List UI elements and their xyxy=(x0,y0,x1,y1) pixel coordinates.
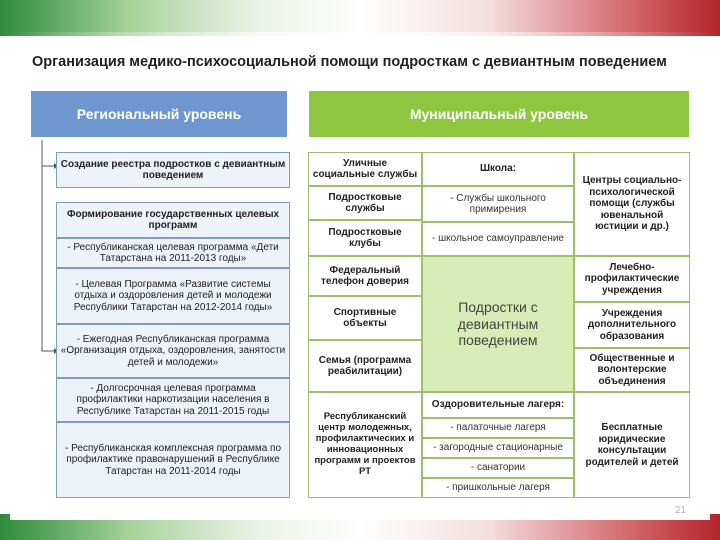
slide xyxy=(10,40,710,520)
slide-title: Организация медико-психосоциальной помощи подросткам с девиантным поведением xyxy=(32,54,667,70)
program-item: - Республиканская целевая программа «Дети Татарстана на 2011-2013 годы» xyxy=(56,238,290,268)
federal-hotline: Федеральный телефон доверия xyxy=(308,256,422,296)
page-number: 21 xyxy=(674,505,686,516)
program-item: - Целевая Программа «Развитие системы отдыха и оздоровления детей и молодежи Республики Татарстан на 2012-2014 годы» xyxy=(56,268,290,324)
camp-item: - загородные стационарные xyxy=(422,438,574,458)
psychological-help-centers: Центры социально-психологической помощи (службы ювенальной юстиции и др.) xyxy=(574,152,690,256)
school-header: Школа: xyxy=(422,152,574,186)
program-item: - Ежегодная Республиканская программа «Организация отдыха, оздоровления, занятости детей и молодежи» xyxy=(56,324,290,378)
municipal-level-header: Муниципальный уровень xyxy=(308,90,690,138)
street-social-services: Уличные социальные службы xyxy=(308,152,422,186)
family-rehabilitation: Семья (программа реабилитации) xyxy=(308,340,422,392)
school-reconciliation: - Службы школьного примирения xyxy=(422,186,574,222)
camps-header: Оздоровительные лагеря: xyxy=(422,392,574,418)
camp-item: - палаточные лагеря xyxy=(422,418,574,438)
republican-youth-center: Республиканский центр молодежных, профилактических и инновационных программ и проектов РТ xyxy=(308,392,422,498)
regional-level-header: Региональный уровень xyxy=(30,90,288,138)
volunteer-associations: Общественные и волонтерские объединения xyxy=(574,348,690,392)
program-item: - Республиканская комплексная программа по профилактике правонарушений в Республике Татарстан на 2011-2014 годы xyxy=(56,422,290,498)
additional-education: Учреждения дополнительного образования xyxy=(574,302,690,348)
camp-item: - пришкольные лагеря xyxy=(422,478,574,498)
programs-header: Формирование государственных целевых программ xyxy=(56,202,290,238)
school-self-government: - школьное самоуправление xyxy=(422,222,574,256)
teen-services: Подростковые службы xyxy=(308,186,422,220)
sports-facilities: Спортивные объекты xyxy=(308,296,422,340)
center-teens-box: Подростки с девиантным поведением xyxy=(422,256,574,392)
program-item: - Долгосрочная целевая программа профилактики наркотизации населения в Республике Татарстан на 2011-2015 годы xyxy=(56,378,290,422)
legal-consultations: Бесплатные юридические консультации родителей и детей xyxy=(574,392,690,498)
camp-item: - санатории xyxy=(422,458,574,478)
teen-clubs: Подростковые клубы xyxy=(308,220,422,256)
medical-institutions: Лечебно-профилактические учреждения xyxy=(574,256,690,302)
top-decorative-band xyxy=(0,0,720,36)
registry-box: Создание реестра подростков с девиантным поведением xyxy=(56,152,290,188)
